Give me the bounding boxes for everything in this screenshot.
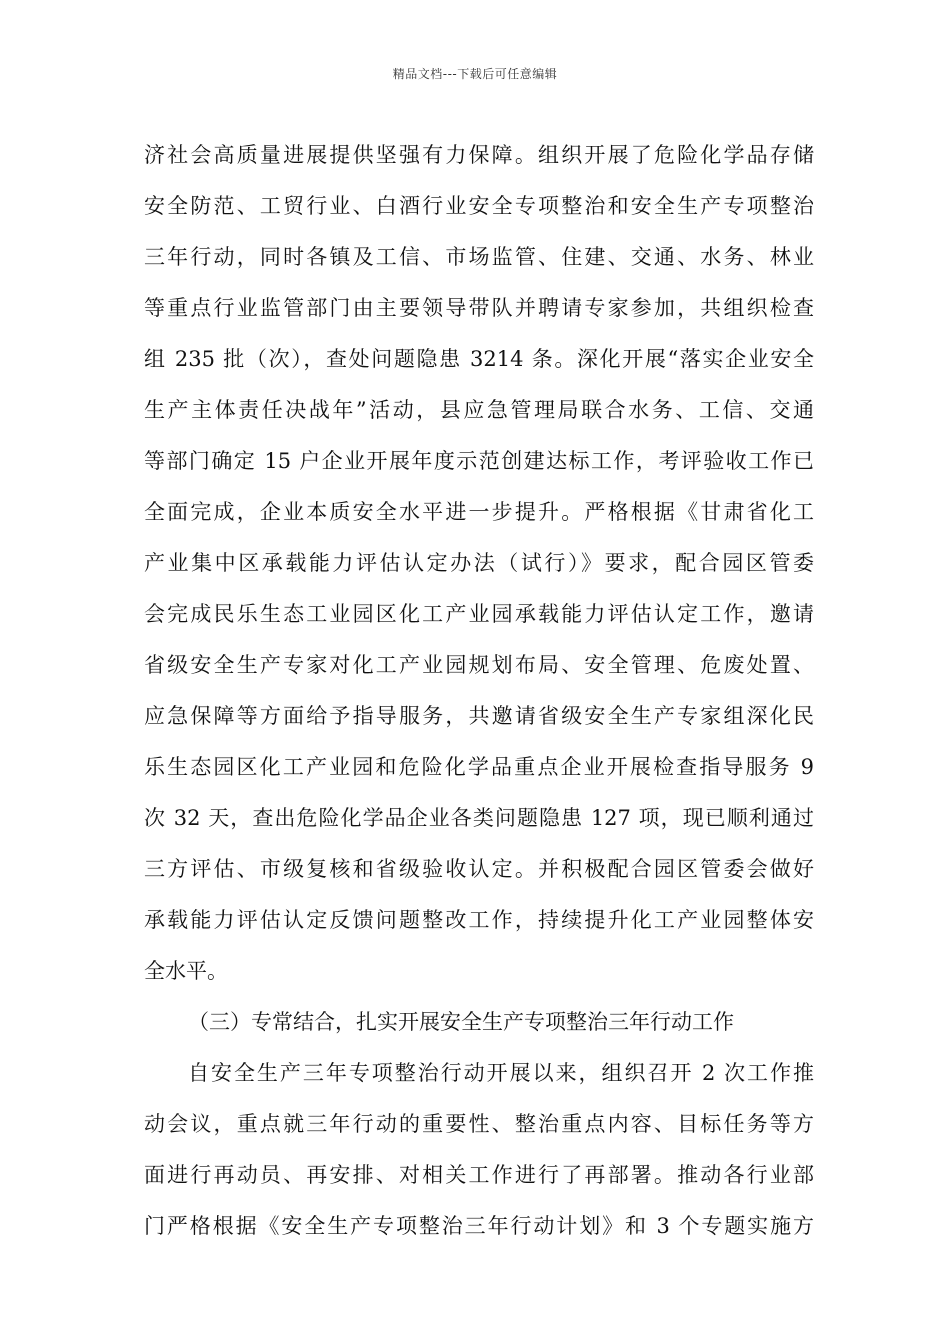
- page-header: 精品文档---下载后可任意编辑: [392, 67, 558, 81]
- text-line: 安全防范、工贸行业、白酒行业安全专项整治和安全生产专项整治: [144, 194, 814, 218]
- text-line: 济社会高质量进展提供坚强有力保障。组织开展了危险化学品存储: [144, 143, 814, 167]
- text-line: 动会议，重点就三年行动的重要性、整治重点内容、目标任务等方: [144, 1112, 814, 1136]
- text-line: 会完成民乐生态工业园区化工产业园承载能力评估认定工作，邀请: [144, 602, 814, 626]
- section-heading: （三）专常结合，扎实开展安全生产专项整治三年行动工作: [188, 1010, 734, 1034]
- text-line: 等重点行业监管部门由主要领导带队并聘请专家参加，共组织检查: [144, 296, 814, 320]
- text-line: 等部门确定 15 户企业开展年度示范创建达标工作，考评验收工作已: [144, 449, 814, 473]
- text-line: 三年行动，同时各镇及工信、市场监管、住建、交通、水务、林业: [144, 245, 814, 269]
- text-line: 自安全生产三年专项整治行动开展以来，组织召开 2 次工作推: [188, 1061, 814, 1085]
- text-line: 全面完成，企业本质安全水平进一步提升。严格根据《甘肃省化工: [144, 500, 814, 524]
- text-line: 乐生态园区化工产业园和危险化学品重点企业开展检查指导服务 9: [144, 755, 814, 779]
- text-line: 门严格根据《安全生产专项整治三年行动计划》和 3 个专题实施方: [144, 1214, 814, 1238]
- text-line: 次 32 天，查出危险化学品企业各类问题隐患 127 项，现已顺利通过: [144, 806, 814, 830]
- text-line: 承载能力评估认定反馈问题整改工作，持续提升化工产业园整体安: [144, 908, 814, 932]
- text-line: 应急保障等方面给予指导服务，共邀请省级安全生产专家组深化民: [144, 704, 814, 728]
- document-body: [144, 130, 814, 1252]
- text-line: 组 235 批（次），查处问题隐患 3214 条。深化开展“落实企业安全: [144, 347, 814, 371]
- text-line: 面进行再动员、再安排、对相关工作进行了再部署。推动各行业部: [144, 1163, 814, 1187]
- text-line: 生产主体责任决战年”活动，县应急管理局联合水务、工信、交通: [144, 398, 814, 422]
- text-line: 省级安全生产专家对化工产业园规划布局、安全管理、危废处置、: [144, 653, 814, 677]
- text-line: 产业集中区承载能力评估认定办法（试行）》要求，配合园区管委: [144, 551, 814, 575]
- text-line: 全水平。: [144, 959, 228, 983]
- text-line: 三方评估、市级复核和省级验收认定。并积极配合园区管委会做好: [144, 857, 814, 881]
